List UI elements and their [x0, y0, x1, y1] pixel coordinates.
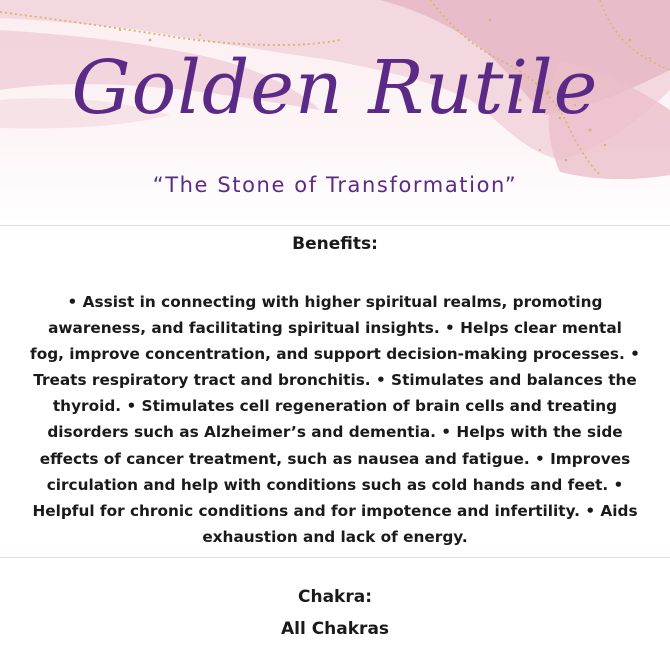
benefits-heading: Benefits: [292, 234, 378, 254]
chakra-heading: Chakra: [297, 587, 372, 607]
benefits-list [30, 289, 640, 550]
benefit-item: • Assist in connecting with higher spiritual realms, promoting awareness, and facilitating spiritual insights. [48, 293, 603, 338]
benefit-item: • Stimulates and balances the thyroid. [52, 371, 637, 416]
benefit-item: • Stimulates cell regeneration of brain cells and treating disorders such as Alzheimer’s and dementia. [47, 397, 618, 442]
benefit-item: • Improves circulation and help with conditions such as cold hands and feet. [46, 449, 631, 494]
watercolor-header [0, 0, 670, 225]
benefit-item: • Helps clear mental fog, improve concentration, and support decision-making processes. [30, 319, 625, 364]
benefit-item: • Helps with the side effects of cancer treatment, such as nausea and fatigue. [39, 423, 623, 468]
benefit-item: • Treats respiratory tract and bronchitis. [33, 345, 640, 390]
chakra-value: All Chakras [280, 619, 390, 639]
benefit-item: • Helpful for chronic conditions and for impotence and infertility. [32, 475, 624, 520]
section-divider [0, 557, 670, 558]
page-subtitle: “The Stone of Transformation” [152, 173, 518, 197]
section-divider [0, 225, 670, 226]
benefit-item: • Aids exhaustion and lack of energy. [202, 501, 638, 546]
page-title: Golden Rutile [71, 45, 599, 131]
